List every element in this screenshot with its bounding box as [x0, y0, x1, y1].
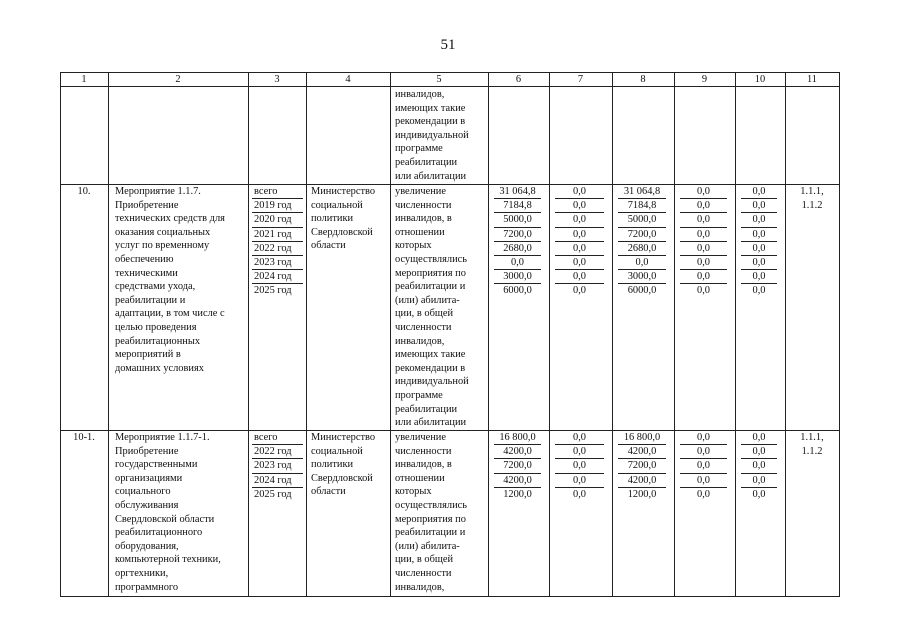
- value-cell: 0,0: [741, 228, 777, 242]
- values-col7: [555, 431, 604, 502]
- grid-vline: [549, 72, 550, 596]
- value-cell: 16 800,0: [618, 431, 666, 445]
- header-col-6: 6: [515, 74, 522, 85]
- value-cell: 0,0: [555, 199, 604, 213]
- years-list: [252, 185, 303, 299]
- header-col-5: 5: [436, 74, 442, 85]
- row-number: 10-1.: [73, 432, 95, 443]
- value-cell: 0,0: [741, 199, 777, 213]
- values-col8: [618, 431, 666, 502]
- responsible-org: Министерство социальной политики Свердловской области: [311, 186, 376, 252]
- value-cell: 7200,0: [618, 228, 666, 242]
- value-cell: 0,0: [680, 431, 727, 445]
- value-cell: 0,0: [494, 256, 541, 270]
- value-cell: 0,0: [555, 459, 604, 473]
- value-cell: 2680,0: [494, 242, 541, 256]
- grid-vline: [785, 72, 786, 596]
- value-cell: 0,0: [555, 185, 604, 199]
- grid-vline: [248, 72, 249, 596]
- value-cell: 31 064,8: [494, 185, 541, 199]
- header-col-8: 8: [640, 74, 646, 85]
- value-cell: 5000,0: [618, 213, 666, 227]
- header-col-4: 4: [345, 74, 351, 85]
- year-label: 2022 год: [252, 445, 303, 459]
- grid-vline: [839, 72, 840, 596]
- year-label: 2023 год: [252, 256, 303, 270]
- years-list: [252, 431, 303, 502]
- grid-hline: [60, 72, 840, 73]
- year-label: 2021 год: [252, 228, 303, 242]
- value-cell: 0,0: [680, 185, 727, 199]
- grid-hline: [60, 86, 840, 87]
- value-cell: 0,0: [741, 185, 777, 199]
- year-label: всего: [252, 185, 303, 199]
- value-cell: 2680,0: [618, 242, 666, 256]
- value-cell: 7200,0: [494, 228, 541, 242]
- value-cell: 0,0: [680, 199, 727, 213]
- value-cell: 16 800,0: [494, 431, 541, 445]
- value-cell: 0,0: [680, 228, 727, 242]
- responsible-org: Министерство социальной политики Свердловской области: [311, 432, 376, 498]
- header-col-2: 2: [175, 74, 181, 85]
- value-cell: 3000,0: [618, 270, 666, 284]
- year-label: 2024 год: [252, 270, 303, 284]
- value-cell: 6000,0: [627, 285, 657, 297]
- value-cell: 4200,0: [618, 474, 666, 488]
- value-cell: 0,0: [697, 285, 710, 297]
- value-cell: 1200,0: [627, 488, 657, 500]
- year-label: 2024 год: [252, 474, 303, 488]
- value-cell: 0,0: [741, 256, 777, 270]
- target-refs: 1.1.1, 1.1.2: [800, 432, 824, 457]
- value-cell: 0,0: [618, 256, 666, 270]
- grid-vline: [488, 72, 489, 596]
- header-col-9: 9: [701, 74, 708, 85]
- target-indicator: увеличение численности инвалидов, в отношении которых осуществлялись мероприятия по реабилитации и (или) абилита- ции, в общей численности инвалидов,: [395, 432, 467, 593]
- value-cell: 0,0: [697, 488, 710, 500]
- value-cell: 0,0: [741, 459, 777, 473]
- header-col-3: 3: [274, 74, 280, 85]
- value-cell: 5000,0: [494, 213, 541, 227]
- year-label: 2025 год: [254, 488, 292, 500]
- value-cell: 0,0: [680, 459, 727, 473]
- value-cell: 0,0: [680, 445, 727, 459]
- values-col7: [555, 185, 604, 299]
- grid-vline: [108, 72, 109, 596]
- value-cell: 0,0: [752, 488, 766, 500]
- grid-vline: [306, 72, 307, 596]
- row-number: 10.: [77, 186, 91, 197]
- activity-title: Мероприятие 1.1.7. Приобретение технических средств для оказания социальных услуг по временному обеспечению техническими средствами ухода, реабилитации и адаптации, в том числе с целью проведения реабилитационных мероприятий в домашних условиях: [115, 186, 225, 374]
- value-cell: 0,0: [555, 256, 604, 270]
- page-number: 51: [440, 37, 456, 53]
- value-cell: 0,0: [741, 270, 777, 284]
- value-cell: 7184,8: [618, 199, 666, 213]
- value-cell: 4200,0: [494, 445, 541, 459]
- value-cell: 0,0: [555, 213, 604, 227]
- value-cell: 0,0: [741, 474, 777, 488]
- value-cell: 0,0: [680, 474, 727, 488]
- value-cell: 1200,0: [503, 488, 532, 500]
- grid-vline: [674, 72, 675, 596]
- header-col-7: 7: [577, 74, 584, 85]
- values-col9: [680, 185, 727, 299]
- continuation-target-text: инвалидов, имеющих такие рекомендации в индивидуальной программе реабилитации или абилитации: [395, 89, 469, 182]
- grid-vline: [390, 72, 391, 596]
- value-cell: 0,0: [741, 213, 777, 227]
- value-cell: 0,0: [741, 445, 777, 459]
- values-col6: [494, 431, 541, 502]
- value-cell: 0,0: [555, 228, 604, 242]
- value-cell: 7200,0: [494, 459, 541, 473]
- values-col10: [741, 185, 777, 299]
- target-indicator: увеличение численности инвалидов, в отношении которых осуществлялись мероприятия по реабилитации и (или) абилита- ции, в общей численности инвалидов, имеющих такие рекомендации в индивидуальной программе реабилитации или абилитации: [395, 186, 469, 429]
- header-col-1: 1: [81, 74, 87, 85]
- value-cell: 0,0: [680, 242, 727, 256]
- value-cell: 0,0: [555, 431, 604, 445]
- values-col10: [741, 431, 777, 502]
- value-cell: 0,0: [573, 285, 586, 297]
- value-cell: 0,0: [741, 242, 777, 256]
- year-label: 2022 год: [252, 242, 303, 256]
- year-label: 2025 год: [254, 285, 292, 297]
- value-cell: 0,0: [741, 431, 777, 445]
- value-cell: 0,0: [680, 270, 727, 284]
- grid-vline: [735, 72, 736, 596]
- year-label: всего: [252, 431, 303, 445]
- grid-vline: [60, 72, 61, 596]
- value-cell: 31 064,8: [618, 185, 666, 199]
- year-label: 2020 год: [252, 213, 303, 227]
- value-cell: 0,0: [573, 488, 586, 500]
- value-cell: 3000,0: [494, 270, 541, 284]
- value-cell: 0,0: [555, 445, 604, 459]
- value-cell: 4200,0: [618, 445, 666, 459]
- value-cell: 0,0: [555, 270, 604, 284]
- year-label: 2023 год: [252, 459, 303, 473]
- value-cell: 0,0: [680, 256, 727, 270]
- value-cell: 0,0: [555, 242, 604, 256]
- value-cell: 0,0: [680, 213, 727, 227]
- value-cell: 0,0: [752, 285, 766, 297]
- values-col8: [618, 185, 666, 299]
- values-col6: [494, 185, 541, 299]
- activity-title: Мероприятие 1.1.7-1. Приобретение государственными организациями социального обслуживания Свердловской области реабилитационного оборудования, компьютерной техники, оргтехники, программного: [115, 432, 221, 593]
- value-cell: 4200,0: [494, 474, 541, 488]
- target-refs: 1.1.1, 1.1.2: [800, 186, 824, 211]
- grid-vline: [612, 72, 613, 596]
- value-cell: 7200,0: [618, 459, 666, 473]
- values-col9: [680, 431, 727, 502]
- grid-hline: [60, 596, 840, 597]
- value-cell: 7184,8: [494, 199, 541, 213]
- value-cell: 6000,0: [503, 285, 532, 297]
- header-col-11: 11: [806, 74, 817, 85]
- header-col-10: 10: [754, 74, 766, 85]
- year-label: 2019 год: [252, 199, 303, 213]
- value-cell: 0,0: [555, 474, 604, 488]
